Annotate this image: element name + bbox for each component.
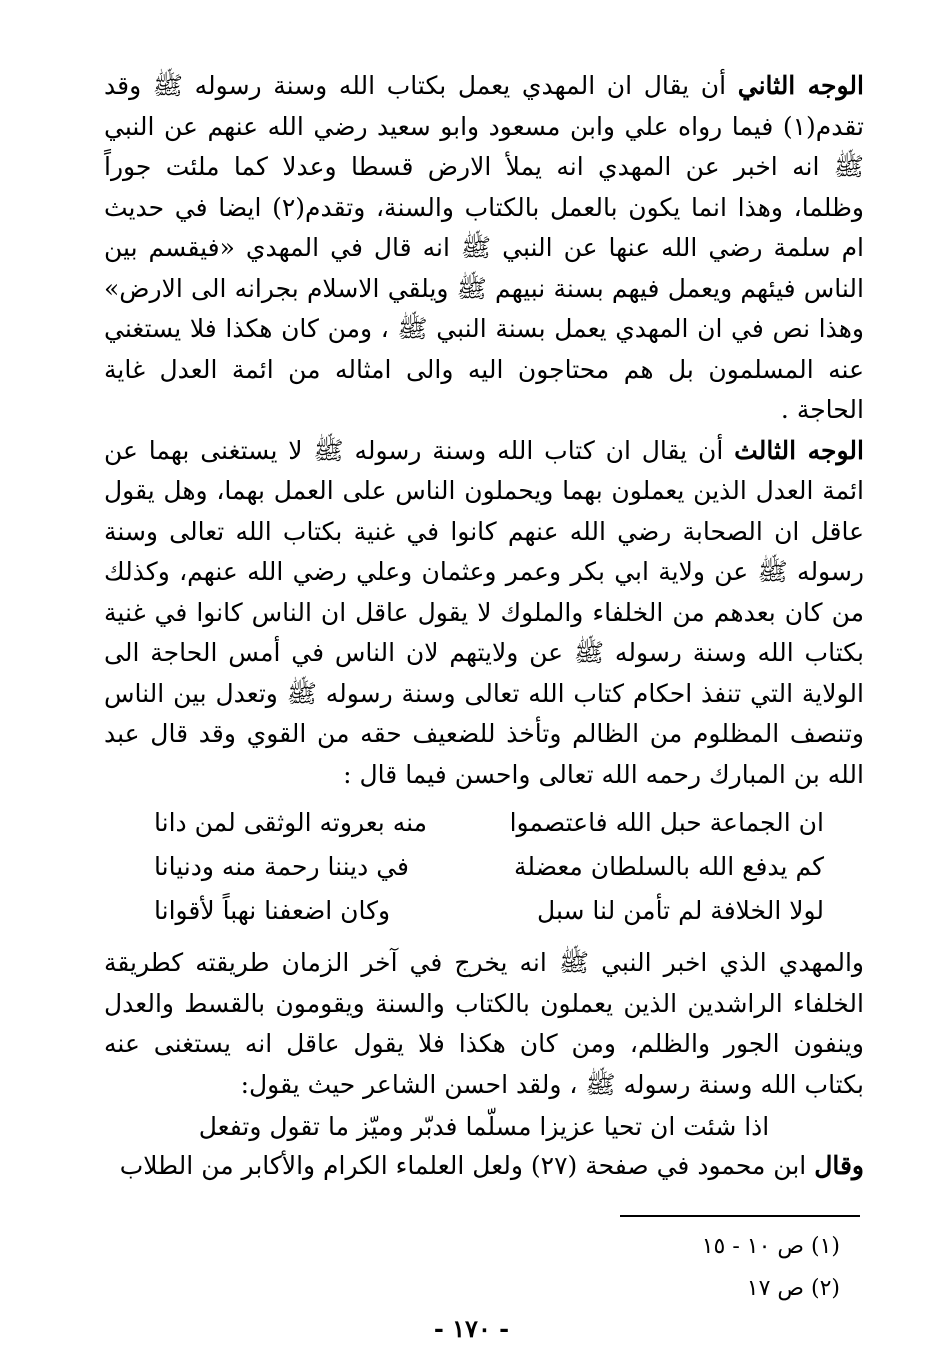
- paragraph-mahdi: [104, 943, 864, 1105]
- verse-first-hemistich: كم يدفع الله بالسلطان معضلة: [514, 852, 824, 881]
- paragraph-lead: الوجه الثالث: [734, 435, 864, 465]
- verse-first-hemistich: لولا الخلافة لم تأمن لنا سبل: [537, 896, 824, 925]
- paragraph-second-aspect: [104, 66, 864, 431]
- footnote: (٢) ص ١٧: [746, 1276, 840, 1301]
- continuation-line: [104, 1147, 864, 1185]
- verse-second-hemistich: منه بعروته الوثقى لمن دانا: [154, 808, 428, 837]
- verse-second-hemistich: وكان اضعفنا نهباً لأقوانا: [154, 896, 391, 925]
- paragraph-text: أن يقال ان المهدي يعمل بكتاب الله وسنة رسوله ﷺ وقد تقدم(١) فيما رواه علي وابن مسعود وابو سعيد رضي الله عنهم عن النبي ﷺ انه اخبر عن المهدي انه يملأ الارض قسطا وعدلا كما ملئت جوراً وظلما، وهذا انما يكون بالعمل بالكتاب والسنة، وتقدم(٢) ايضا في حديث ام سلمة رضي الله عنها عن النبي ﷺ انه قال في المهدي «فيقسم بين الناس فيئهم ويعمل فيهم بسنة نبيهم ﷺ ويلقي الاسلام بجرانه الى الارض» وهذا نص في ان المهدي يعمل بسنة النبي ﷺ ، ومن كان هكذا فلا يستغني عنه المسلمون بل هم محتاجون اليه والى امثاله من ائمة العدل غاية الحاجة .: [104, 71, 865, 424]
- poem-line: اذا شئت ان تحيا عزيزا مسلّما فدبّر وميّز ما تقول وتفعل: [198, 1112, 770, 1141]
- paragraph-text: أن يقال ان كتاب الله وسنة رسوله ﷺ لا يستغنى بهما عن ائمة العدل الذين يعملون بهما ويحملون الناس على العمل بهما، وهل يقول عاقل ان الصحابة رضي الله عنهم كانوا في غنية بكتاب الله تعالى وسنة رسوله ﷺ عن ولاية ابي بكر وعمر وعثمان وعلي رضي الله عنهم، وكذلك من كان بعدهم من الخلفاء والملوك لا يقول عاقل ان الناس كانوا في غنية بكتاب الله وسنة رسوله ﷺ عن ولايتهم لان الناس في أمس الحاجة الى الولاية التي تنفذ احكام كتاب الله تعالى وسنة رسوله ﷺ وتعدل بين الناس وتنصف المظلوم من الظالم وتأخذ للضعيف حقه من القوي وقد قال عبد الله بن المبارك رحمه الله تعالى واحسن فيما قال :: [104, 435, 864, 789]
- continuation-text: ابن محمود في صفحة (٢٧) ولعل العلماء الكرام والأكابر من الطلاب: [119, 1151, 807, 1180]
- footnote-divider: [620, 1215, 860, 1217]
- verse-second-hemistich: في ديننا رحمة منه ودنيانا: [154, 852, 409, 881]
- paragraph-third-aspect: [104, 431, 864, 796]
- page-number: - ١٧٠ -: [433, 1314, 510, 1343]
- footnote: (١) ص ١٠ - ١٥: [701, 1234, 840, 1259]
- poem-verses: [104, 801, 864, 933]
- paragraph-lead: الوجه الثاني: [737, 71, 864, 100]
- verse: [104, 845, 864, 889]
- page-body: [104, 66, 864, 1185]
- footnotes: [600, 1226, 840, 1310]
- verse: [104, 801, 864, 845]
- verse-first-hemistich: ان الجماعة حبل الله فاعتصموا: [509, 808, 824, 837]
- continuation-lead: وقال: [814, 1151, 864, 1180]
- verse: [104, 889, 864, 933]
- paragraph-text: والمهدي الذي اخبر النبي ﷺ انه يخرج في آخر الزمان طريقته كطريقة الخلفاء الراشدين الذين يعملون بالكتاب والسنة ويقومون بالقسط والعدل وينفون الجور والظلم، ومن كان هكذا فلا يقول عاقل انه يستغنى عنه بكتاب الله وسنة رسوله ﷺ ، ولقد احسن الشاعر حيث يقول:: [104, 948, 864, 1099]
